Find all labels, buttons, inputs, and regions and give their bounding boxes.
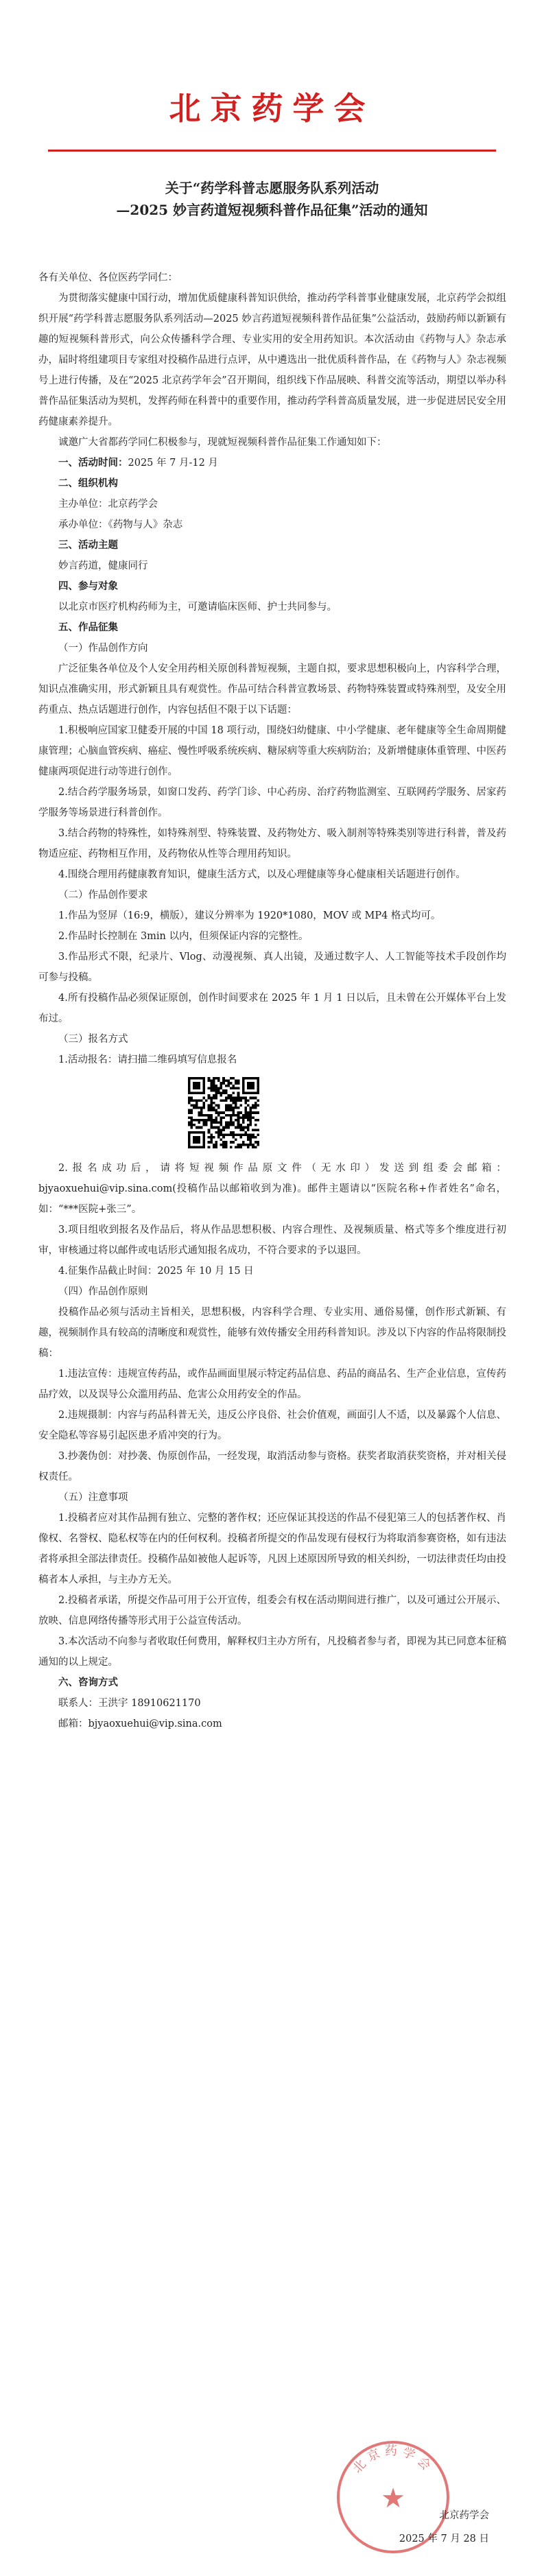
- requirement-item-4: 4.所有投稿作品必须保证原创，创作时间要求在 2025 年 1 月 1 日以后，且未曾在公开媒体平台上发布过。: [38, 993, 506, 1024]
- principle-item-1: 1.违法宣传：违规宣传药品，或作品画面里展示特定药品信息、药品的商品名、生产企业信息，宣传药品疗效，以及误导公众滥用药品、危害公众用药安全的作品。: [38, 1369, 506, 1400]
- document-title-line2: —2025 妙言药道短视频科普作品征集”活动的通知: [116, 202, 428, 218]
- signup-item-2: 2.报名成功后，请将短视频作品原文件（无水印）发送到组委会邮箱：bjyaoxuehui@vip.sina.com(投稿作品以邮箱收到为准)。邮件主题请以“医院名称+作者姓名”命名，如：“***医院+张三”。: [38, 1163, 506, 1215]
- closing-date: 2025 年 7 月 28 日: [399, 2533, 489, 2544]
- contact-email: 邮箱：bjyaoxuehui@vip.sina.com: [58, 1718, 222, 1729]
- document-title-line1: 关于“药学科普志愿服务队系列活动: [165, 180, 379, 196]
- closing-org: 北京药学会: [439, 2510, 489, 2521]
- principle-item-3: 3.抄袭伪创：对抄袭、伪原创作品，一经发现，取消活动参与资格。获奖者取消获奖资格，并对相关侵权责任。: [38, 1451, 506, 1482]
- intro-paragraph-2: 诚邀广大省都药学同仁积极参与，现就短视频科普作品征集工作通知如下：: [58, 437, 387, 448]
- participants-value: 以北京市医疗机构药师为主，可邀请临床医师、护士共同参与。: [58, 602, 337, 613]
- direction-item-1: 1.积极响应国家卫健委开展的中国 18 项行动，围绕妇幼健康、中小学健康、老年健康等全生命周期健康管理；心脑血管疾病、癌症、慢性呼吸系统疾病、糖尿病等重大疾病防治；及新增健康体重管理、中医药健康两项促进行动等进行创作。: [38, 725, 506, 777]
- org-letterhead-title: 北京药学会: [169, 90, 375, 127]
- subheading-signup: （三）报名方式: [58, 1034, 128, 1045]
- activity-time-line: [38, 453, 506, 473]
- signup-item-4: 4.征集作品截止时间：2025 年 10 月 15 日: [58, 1266, 254, 1277]
- svg-text:北京药学会: [350, 2444, 436, 2476]
- direction-item-3: 3.结合药物的特殊性，如特殊剂型、特殊装置、及药物处方、吸入制剂等特殊类别等进行科普，普及药物适应症、药物相互作用，及药物依从性等合理用药知识。: [38, 828, 506, 860]
- star-icon: ★: [381, 2483, 405, 2514]
- host-unit: 主办单位：北京药学会: [58, 499, 158, 510]
- note-item-2: 2.投稿者承诺，所提交作品可用于公开宣传，组委会有权在活动期间进行推广，以及可通过公开展示、放映、信息网络传播等形式用于公益宣传活动。: [38, 1595, 506, 1627]
- subheading-principles: （四）作品创作原则: [58, 1286, 148, 1297]
- direction-item-4: 4.围绕合理用药健康教育知识，健康生活方式，以及心理健康等身心健康相关话题进行创作。: [58, 869, 466, 880]
- section-heading-time: 一、活动时间：: [58, 458, 128, 469]
- principle-item-2: 2.违规摄制：内容与药品科普无关，违反公序良俗、社会价值观，画面引人不适，以及暴露个人信息、安全隐私等容易引起医患矛盾冲突的行为。: [38, 1410, 506, 1441]
- section-heading-participants: 四、参与对象: [58, 581, 118, 592]
- requirement-item-3: 3.作品形式不限，纪录片、Vlog、动漫视频、真人出镜，及通过数字人、人工智能等技术手段创作均可参与投稿。: [38, 952, 506, 983]
- requirement-item-2: 2.作品时长控制在 3min 以内，但须保证内容的完整性。: [58, 931, 309, 942]
- notice-body: [38, 268, 506, 1734]
- theme-value: 妙言药道，健康同行: [58, 560, 148, 571]
- direction-intro: 广泛征集各单位及个人安全用药相关原创科普短视频，主题自拟，要求思想积极向上，内容科学合理，知识点准确实用，形式新颖且具有观赏性。作品可结合科普宣教场景、药物特殊装置或特殊剂型，及安全用药重点、热点话题进行创作，内容包括但不限于以下话题：: [38, 663, 506, 716]
- signup-item-1: 1.活动报名：请扫描二维码填写信息报名: [58, 1054, 237, 1065]
- section-heading-organization: 二、组织机构: [58, 478, 118, 489]
- organizer-unit: 承办单位：《药物与人》杂志: [58, 519, 183, 530]
- note-item-1: 1.投稿者应对其作品拥有独立、完整的著作权；还应保证其投送的作品不侵犯第三人的包括著作权、肖像权、名誉权、隐私权等在内的任何权利。投稿者所提交的作品发现有侵权行为将取消参赛资格，如有违法者将承担全部法律责任。投稿作品如被他人起诉等，凡因上述原因所导致的相关纠纷，一切法律责任均由投稿者本人承担，与主办方无关。: [38, 1513, 506, 1585]
- requirement-item-1: 1.作品为竖屏（16:9，横版），建议分辨率为 1920*1080，MOV 或 MP4 格式均可。: [58, 910, 441, 921]
- signup-qr-area: [38, 1070, 506, 1158]
- seal-text: 北京药学会: [350, 2444, 436, 2477]
- activity-time-value: 2025 年 7 月-12 月: [128, 458, 218, 469]
- section-heading-contact: 六、咨询方式: [58, 1677, 118, 1688]
- closing-signature: [399, 2504, 489, 2551]
- section-heading-theme: 三、活动主题: [58, 540, 118, 551]
- document-title: [48, 177, 496, 221]
- subheading-direction: （一）作品创作方向: [58, 643, 148, 654]
- signup-qr-code[interactable]: [188, 1077, 259, 1148]
- note-item-3: 3.本次活动不向参与者收取任何费用，解释权归主办方所有，凡投稿者参与者，即视为其已同意本征稿通知的以上规定。: [38, 1636, 506, 1668]
- subheading-notes: （五）注意事项: [58, 1492, 128, 1503]
- signup-item-3: 3.项目组收到报名及作品后，将从作品思想积极、内容合理性、及视频质量、格式等多个维度进行初审，审核通过将以邮件或电话形式通知报名成功，不符合要求的予以退回。: [38, 1225, 506, 1256]
- contact-person: 联系人：王洪宇 18910621170: [58, 1698, 201, 1709]
- direction-item-2: 2.结合药学服务场景，如窗口发药、药学门诊、中心药房、治疗药物监测室、互联网药学服务、居家药学服务等场景进行科普创作。: [38, 787, 506, 818]
- letterhead-red-rule: [48, 150, 496, 152]
- subheading-requirements: （二）作品创作要求: [58, 890, 148, 901]
- section-heading-collection: 五、作品征集: [58, 622, 118, 633]
- greeting: 各有关单位、各位医药学同仁：: [38, 272, 178, 283]
- principles-intro: 投稿作品必须与活动主旨相关，思想积极，内容科学合理、专业实用、通俗易懂，创作形式新颖、有趣，视频制作具有较高的清晰度和观赏性，能够有效传播安全用药科普知识。涉及以下内容的作品将限制投稿：: [38, 1307, 506, 1359]
- intro-paragraph-1: 为贯彻落实健康中国行动，增加优质健康科普知识供给，推动药学科普事业健康发展，北京药学会拟组织开展“药学科普志愿服务队系列活动—2025 妙言药道短视频科普作品征集”公益活动，鼓励药师以新颖有趣的短视频科普形式，向公众传播科学合理、专业实用的安全用药知识。本次活动由《药物与人》杂志承办，届时将组建项目专家组对投稿作品进行点评，从中遴选出一批优质科普作品，在《药物与人》杂志视频号上进行传播，及在“2025 北京药学年会”召开期间，组织线下作品展映、科普交流等活动，期望以举办科普作品征集活动为契机，发挥药师在科普中的重要作用，推动药学科普高质量发展，进一步促进居民安全用药健康素养提升。: [38, 293, 506, 427]
